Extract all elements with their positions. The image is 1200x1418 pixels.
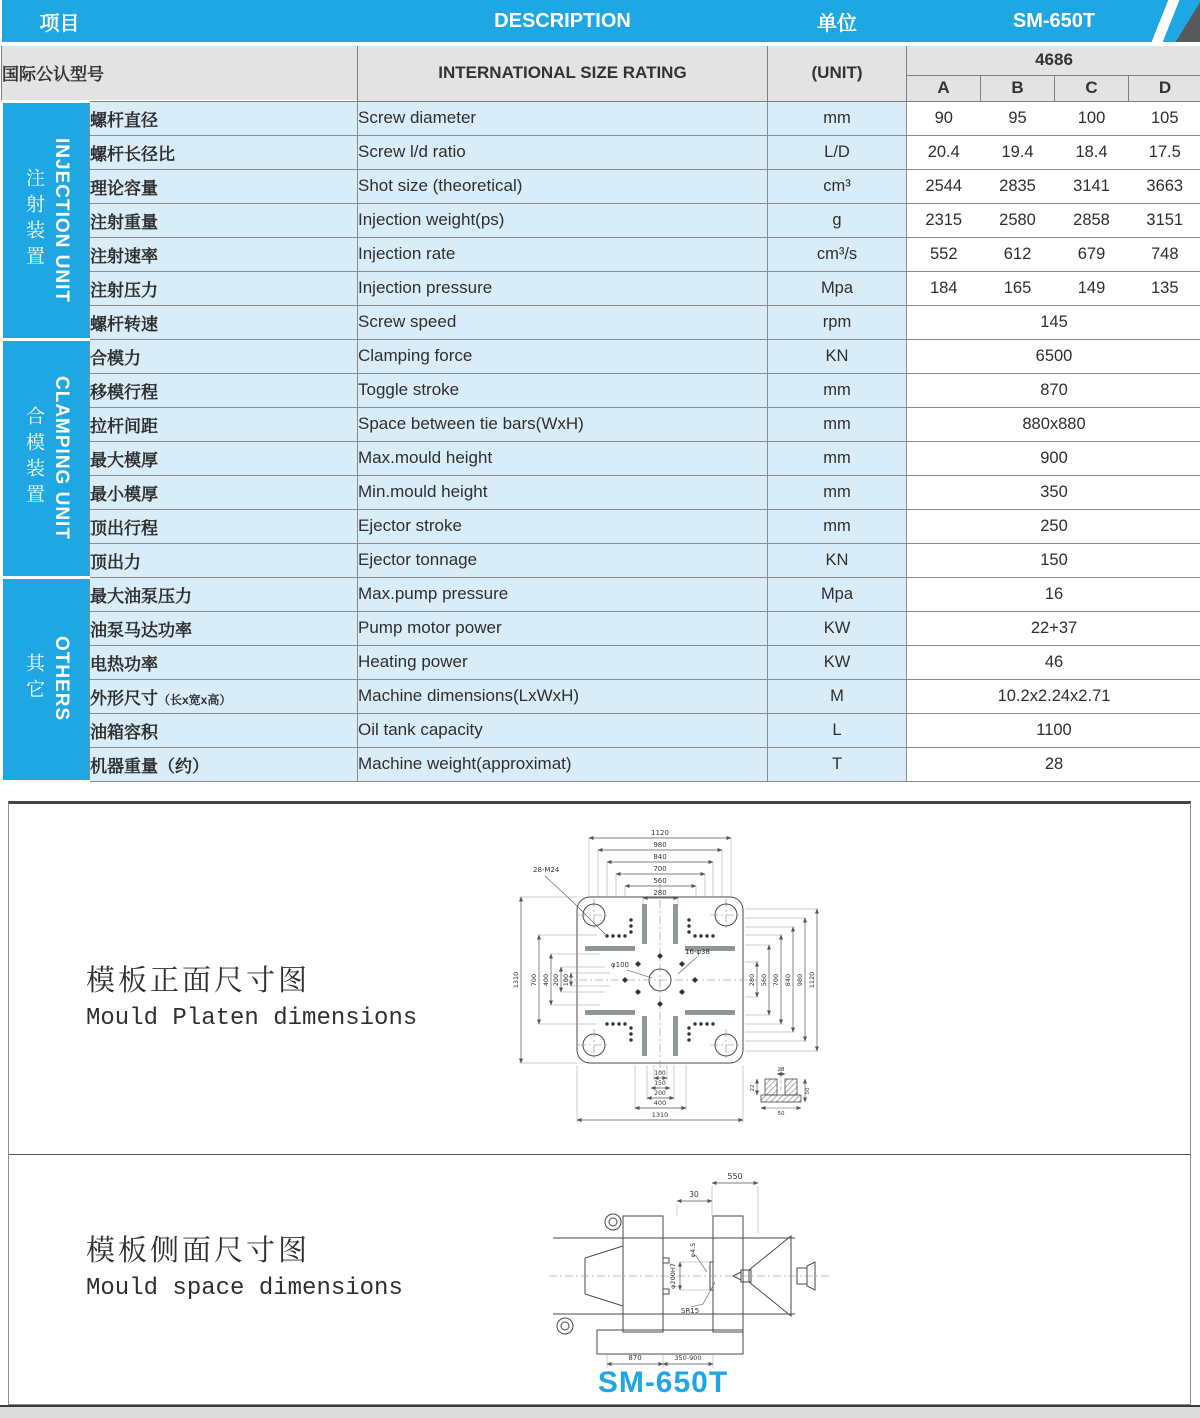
footer-bar xyxy=(0,1405,1200,1418)
table-row xyxy=(2,271,1200,305)
svg-text:400: 400 xyxy=(653,1099,667,1107)
row-value: 3151 xyxy=(1129,203,1200,237)
space-dim-labels xyxy=(628,1172,742,1362)
row-value: 17.5 xyxy=(1129,135,1200,169)
row-description: Shot size (theoretical) xyxy=(358,169,768,203)
row-value: 552 xyxy=(907,237,981,271)
space-diagram-title xyxy=(86,1228,403,1302)
table-row xyxy=(2,407,1200,441)
section-label-en: OTHERS xyxy=(51,636,72,722)
svg-text:200: 200 xyxy=(552,973,560,987)
row-label-zh: 电热功率 xyxy=(90,645,358,679)
table-row xyxy=(2,543,1200,577)
machine-outline xyxy=(553,1214,815,1354)
svg-text:560: 560 xyxy=(760,973,768,987)
tslot-dims xyxy=(757,1074,805,1108)
table-row xyxy=(2,747,1200,781)
subheader-description: INTERNATIONAL SIZE RATING xyxy=(358,44,768,101)
svg-text:840: 840 xyxy=(653,853,667,861)
row-label-zh: 最大模厚 xyxy=(90,441,358,475)
variant-col-c: C xyxy=(1055,75,1129,101)
row-unit: mm xyxy=(768,441,907,475)
row-label-zh: 油泵马达功率 xyxy=(90,611,358,645)
subheader-unit: (UNIT) xyxy=(768,44,907,101)
header-item: 项目 xyxy=(2,0,358,44)
row-value: 2544 xyxy=(907,169,981,203)
row-unit: T xyxy=(768,747,907,781)
row-description: Heating power xyxy=(358,645,768,679)
row-unit: mm xyxy=(768,475,907,509)
leader-labels xyxy=(533,866,710,969)
section-label-en: INJECTION UNIT xyxy=(51,137,72,303)
row-unit: KW xyxy=(768,611,907,645)
row-unit: g xyxy=(768,203,907,237)
svg-text:560: 560 xyxy=(653,877,667,885)
model-name: SM-650T xyxy=(1012,9,1096,32)
svg-text:16-φ38: 16-φ38 xyxy=(685,948,710,956)
row-unit: mm xyxy=(768,101,907,135)
svg-text:1310: 1310 xyxy=(651,1111,669,1119)
svg-text:400: 400 xyxy=(542,973,550,987)
table-row xyxy=(2,339,1200,373)
space-dimension-lines xyxy=(607,1183,758,1364)
row-value: 165 xyxy=(981,271,1055,305)
row-unit: KN xyxy=(768,339,907,373)
row-label-zh: 螺杆直径 xyxy=(90,101,358,135)
row-unit: mm xyxy=(768,373,907,407)
row-unit: KW xyxy=(768,645,907,679)
row-label-zh: 注射压力 xyxy=(90,271,358,305)
row-unit: rpm xyxy=(768,305,907,339)
row-value: 2315 xyxy=(907,203,981,237)
row-value: 612 xyxy=(981,237,1055,271)
platen-title-zh: 模板正面尺寸图 xyxy=(86,963,311,997)
section-label-zh: 合模装置 xyxy=(23,406,44,510)
svg-text:φ4.5: φ4.5 xyxy=(689,1242,697,1258)
svg-text:1310: 1310 xyxy=(512,971,520,989)
row-label-zh: 移模行程 xyxy=(90,373,358,407)
section-label-zh: 注射装置 xyxy=(23,168,44,272)
row-label-zh: 拉杆间距 xyxy=(90,407,358,441)
row-unit: mm xyxy=(768,407,907,441)
section-label-others xyxy=(2,577,90,781)
svg-text:100: 100 xyxy=(654,1070,666,1077)
panel-divider xyxy=(9,1154,1190,1155)
table-row xyxy=(2,611,1200,645)
table-row xyxy=(2,305,1200,339)
table-row xyxy=(2,101,1200,135)
table-row xyxy=(2,509,1200,543)
mould-space-drawing xyxy=(545,1158,835,1388)
row-value: 2858 xyxy=(1055,203,1129,237)
svg-text:φ200H7: φ200H7 xyxy=(669,1263,677,1289)
svg-text:150: 150 xyxy=(654,1080,666,1087)
space-title-zh: 模板侧面尺寸图 xyxy=(86,1233,311,1267)
row-value: 2835 xyxy=(981,169,1055,203)
row-description: Injection weight(ps) xyxy=(358,203,768,237)
row-description: Clamping force xyxy=(358,339,768,373)
table-row xyxy=(2,679,1200,713)
model-label: SM-650T xyxy=(597,1366,729,1399)
row-value: 105 xyxy=(1129,101,1200,135)
row-value: 28 xyxy=(907,747,1200,781)
row-value: 350 xyxy=(907,475,1200,509)
row-value: 880x880 xyxy=(907,407,1200,441)
row-description: Injection rate xyxy=(358,237,768,271)
row-unit: Mpa xyxy=(768,577,907,611)
table-row xyxy=(2,713,1200,747)
svg-text:30: 30 xyxy=(689,1190,699,1199)
header-unit: 单位 xyxy=(768,0,907,44)
space-leader-lines xyxy=(691,1256,715,1307)
svg-text:280: 280 xyxy=(748,973,756,987)
row-value: 18.4 xyxy=(1055,135,1129,169)
row-value: 870 xyxy=(907,373,1200,407)
svg-text:550: 550 xyxy=(727,1172,743,1181)
row-value: 95 xyxy=(981,101,1055,135)
table-row xyxy=(2,237,1200,271)
svg-text:1120: 1120 xyxy=(808,971,816,989)
row-value: 22+37 xyxy=(907,611,1200,645)
variant-col-b: B xyxy=(981,75,1055,101)
svg-text:1120: 1120 xyxy=(651,829,669,837)
row-value: 19.4 xyxy=(981,135,1055,169)
size-rating: 4686 xyxy=(907,44,1200,75)
row-value: 748 xyxy=(1129,237,1200,271)
row-description: Min.mould height xyxy=(358,475,768,509)
row-value: 149 xyxy=(1055,271,1129,305)
table-row xyxy=(2,475,1200,509)
row-value: 46 xyxy=(907,645,1200,679)
row-unit: KN xyxy=(768,543,907,577)
section-label-zh: 其它 xyxy=(23,653,44,705)
row-unit: L/D xyxy=(768,135,907,169)
variant-col-a: A xyxy=(907,75,981,101)
row-value: 145 xyxy=(907,305,1200,339)
platen-diagram-title xyxy=(86,958,417,1032)
platen-centerlines xyxy=(563,884,757,1074)
header-model xyxy=(907,0,1200,44)
row-value: 250 xyxy=(907,509,1200,543)
svg-text:22: 22 xyxy=(750,1084,756,1092)
row-label-zh: 最小模厚 xyxy=(90,475,358,509)
row-unit: mm xyxy=(768,509,907,543)
row-value: 90 xyxy=(907,101,981,135)
table-row xyxy=(2,577,1200,611)
section-label-injection xyxy=(2,101,90,339)
subheader-item: 国际公认型号 xyxy=(2,44,358,101)
svg-text:700: 700 xyxy=(530,973,538,987)
section-label-clamping xyxy=(2,339,90,577)
table-row xyxy=(2,203,1200,237)
row-description: Space between tie bars(WxH) xyxy=(358,407,768,441)
row-label-zh: 顶出力 xyxy=(90,543,358,577)
row-value: 679 xyxy=(1055,237,1129,271)
platen-title-en: Mould Platen dimensions xyxy=(86,1005,418,1032)
corner-triangle-decoration xyxy=(1176,0,1200,42)
row-value: 3141 xyxy=(1055,169,1129,203)
row-value: 6500 xyxy=(907,339,1200,373)
row-label-zh: 注射重量 xyxy=(90,203,358,237)
row-label-zh: 机器重量（约） xyxy=(90,747,358,781)
svg-text:φ100: φ100 xyxy=(611,961,629,969)
table-row xyxy=(2,135,1200,169)
svg-text:700: 700 xyxy=(772,973,780,987)
row-label-zh: 螺杆转速 xyxy=(90,305,358,339)
row-description: Machine dimensions(LxWxH) xyxy=(358,679,768,713)
row-label-zh: 最大油泵压力 xyxy=(90,577,358,611)
row-unit: cm³/s xyxy=(768,237,907,271)
row-description: Oil tank capacity xyxy=(358,713,768,747)
row-label-zh: 顶出行程 xyxy=(90,509,358,543)
svg-text:840: 840 xyxy=(784,973,792,987)
svg-text:28: 28 xyxy=(777,1067,785,1073)
table-row xyxy=(2,441,1200,475)
row-value: 10.2x2.24x2.71 xyxy=(907,679,1200,713)
row-value: 135 xyxy=(1129,271,1200,305)
table-row xyxy=(2,373,1200,407)
header-description: DESCRIPTION xyxy=(358,0,768,44)
row-description: Screw speed xyxy=(358,305,768,339)
row-description: Injection pressure xyxy=(358,271,768,305)
svg-text:28-M24: 28-M24 xyxy=(533,866,560,874)
svg-text:SR15: SR15 xyxy=(681,1307,700,1315)
row-value: 900 xyxy=(907,441,1200,475)
row-value: 184 xyxy=(907,271,981,305)
row-label-zh: 理论容量 xyxy=(90,169,358,203)
space-title-en: Mould space dimensions xyxy=(86,1275,403,1302)
row-description: Max.pump pressure xyxy=(358,577,768,611)
row-label-zh: 外形尺寸（长x宽x高） xyxy=(90,679,358,713)
svg-text:200: 200 xyxy=(654,1090,666,1097)
row-value: 20.4 xyxy=(907,135,981,169)
row-description: Machine weight(approximat) xyxy=(358,747,768,781)
row-value: 3663 xyxy=(1129,169,1200,203)
svg-text:280: 280 xyxy=(653,889,667,897)
mould-platen-drawing xyxy=(505,824,945,1134)
svg-text:350-900: 350-900 xyxy=(674,1354,702,1362)
svg-text:980: 980 xyxy=(653,841,667,849)
row-value: 1100 xyxy=(907,713,1200,747)
svg-text:100: 100 xyxy=(562,973,570,987)
svg-text:980: 980 xyxy=(796,973,804,987)
row-unit: Mpa xyxy=(768,271,907,305)
row-description: Max.mould height xyxy=(358,441,768,475)
row-description: Pump motor power xyxy=(358,611,768,645)
svg-text:700: 700 xyxy=(653,865,667,873)
row-label-zh: 合模力 xyxy=(90,339,358,373)
row-description: Screw l/d ratio xyxy=(358,135,768,169)
section-label-en: CLAMPING UNIT xyxy=(51,376,72,540)
row-label-zh: 油箱容积 xyxy=(90,713,358,747)
row-label-zh: 螺杆长径比 xyxy=(90,135,358,169)
row-value: 100 xyxy=(1055,101,1129,135)
svg-text:50: 50 xyxy=(805,1087,811,1095)
tslot-detail xyxy=(761,1068,801,1102)
svg-text:50: 50 xyxy=(777,1111,785,1117)
table-row xyxy=(2,169,1200,203)
row-description: Ejector tonnage xyxy=(358,543,768,577)
row-unit: cm³ xyxy=(768,169,907,203)
row-unit: M xyxy=(768,679,907,713)
row-description: Ejector stroke xyxy=(358,509,768,543)
corner-slash-decoration xyxy=(1152,0,1180,42)
svg-text:870: 870 xyxy=(628,1354,642,1362)
row-label-zh: 注射速率 xyxy=(90,237,358,271)
row-value: 150 xyxy=(907,543,1200,577)
tslot-dim-labels xyxy=(750,1067,811,1117)
row-description: Screw diameter xyxy=(358,101,768,135)
row-value: 2580 xyxy=(981,203,1055,237)
row-unit: L xyxy=(768,713,907,747)
row-value: 16 xyxy=(907,577,1200,611)
variant-col-d: D xyxy=(1129,75,1200,101)
row-description: Toggle stroke xyxy=(358,373,768,407)
table-row xyxy=(2,645,1200,679)
